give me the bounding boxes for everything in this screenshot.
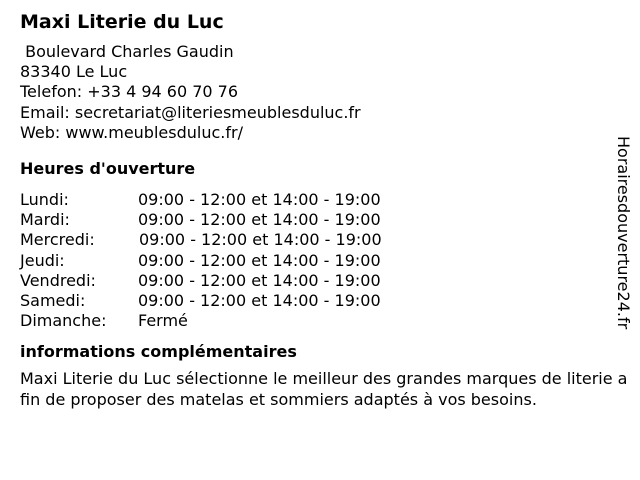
time-value: 09:00 - 12:00 et 14:00 - 19:00 [138, 250, 381, 270]
time-value: 09:00 - 12:00 et 14:00 - 19:00 [138, 210, 381, 230]
hours-row-jeudi [20, 251, 615, 271]
hours-row-lundi [20, 190, 615, 210]
time-value: 09:00 - 12:00 et 14:00 - 19:00 [138, 291, 381, 311]
email-address: Email: secretariat@literiesmeublesduluc.fr [20, 102, 361, 122]
day-label: Lundi: [20, 190, 69, 210]
info-description: Maxi Literie du Luc sélectionne le meilleur des grandes marques de literie afin de proposer des matelas et sommiers adaptés à vos besoins. [20, 369, 628, 409]
city-address: 83340 Le Luc [20, 62, 128, 82]
day-label: Vendredi: [20, 270, 96, 290]
hours-row-samedi [20, 291, 615, 311]
time-value: 09:00 - 12:00 et 14:00 - 19:00 [138, 270, 381, 290]
opening-hours-table [20, 190, 615, 331]
info-heading: informations complémentaires [20, 342, 297, 362]
time-value: Fermé [138, 311, 188, 331]
day-label: Jeudi: [20, 250, 65, 270]
day-label: Samedi: [20, 291, 86, 311]
day-label: Mardi: [20, 210, 70, 230]
street-address: Boulevard Charles Gaudin [20, 42, 234, 61]
hours-heading: Heures d'ouverture [20, 159, 196, 179]
day-label: Mercredi: [20, 230, 95, 250]
watermark-text: Horairesdouverture24.fr [614, 136, 633, 330]
time-value: 09:00 - 12:00 et 14:00 - 19:00 [139, 230, 382, 250]
business-name: Maxi Literie du Luc [20, 11, 224, 33]
hours-row-vendredi [20, 271, 615, 291]
time-value: 09:00 - 12:00 et 14:00 - 19:00 [138, 190, 381, 210]
hours-row-mercredi [20, 230, 615, 250]
hours-row-mardi [20, 210, 615, 230]
contact-block [20, 42, 615, 143]
hours-row-dimanche [20, 311, 615, 331]
phone-number: Telefon: +33 4 94 60 70 76 [20, 82, 239, 102]
day-label: Dimanche: [20, 311, 107, 331]
website: Web: www.meublesduluc.fr/ [20, 122, 243, 142]
